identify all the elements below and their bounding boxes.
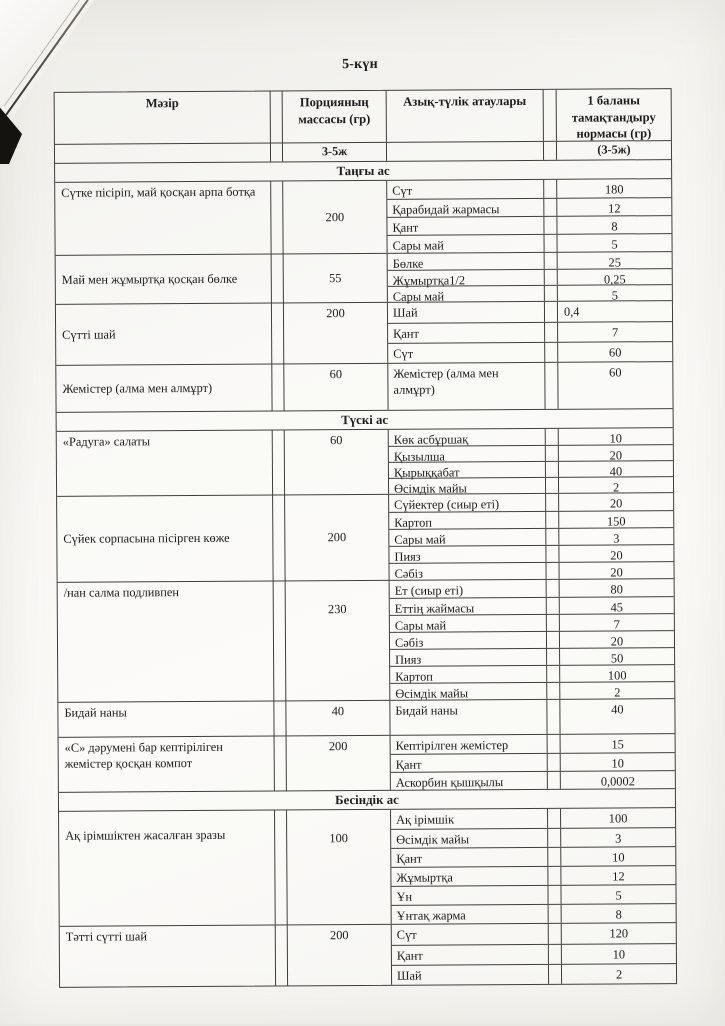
product-row xyxy=(390,561,674,580)
spacer-cell xyxy=(272,364,284,410)
spacer-cell xyxy=(545,363,558,409)
product-row xyxy=(390,699,674,735)
table-body xyxy=(55,159,676,987)
product-name-cell: Сары май xyxy=(388,235,545,253)
product-name-cell: Өсімдік майы xyxy=(390,683,547,700)
dish-name-cell: Сүтті шай xyxy=(56,304,272,365)
product-rows xyxy=(392,923,676,985)
norm-value-cell: 50 xyxy=(610,651,624,666)
spacer-cell xyxy=(275,736,287,790)
norm-value-cell: 5 xyxy=(611,237,618,252)
product-row xyxy=(389,527,673,546)
spacer-cell xyxy=(547,563,560,579)
dish-block xyxy=(58,698,674,737)
spacer-cell xyxy=(547,683,560,699)
col-header-portion-mass: Порцияның массасы (гр) xyxy=(283,91,387,143)
norm-value-cell: 7 xyxy=(613,617,621,632)
spacer-cell xyxy=(276,925,288,985)
subheader-age-group-norm: (3-5ж) xyxy=(597,142,631,157)
table-header-row xyxy=(55,89,671,145)
product-row xyxy=(389,444,673,462)
norm-value-cell: 20 xyxy=(610,565,623,580)
product-row xyxy=(388,233,672,253)
dish-block xyxy=(57,492,674,582)
dish-block xyxy=(58,578,675,702)
norm-value-cell: 20 xyxy=(610,548,623,563)
product-row xyxy=(389,476,673,494)
spacer-cell xyxy=(273,430,285,494)
product-row xyxy=(392,963,676,985)
product-name-cell: Көк асбұршақ xyxy=(389,429,546,446)
norm-value-cell: 7 xyxy=(611,325,619,340)
dish-block xyxy=(57,427,673,496)
product-rows xyxy=(390,699,674,735)
norm-value-cell: 10 xyxy=(612,850,625,865)
product-row xyxy=(388,252,672,270)
spacer-cell xyxy=(544,142,557,160)
portion-mass-cell: 60 xyxy=(284,364,388,411)
dish-name-cell: /нан салма подливпен xyxy=(58,582,275,702)
product-name-cell: Қызылша xyxy=(389,446,546,462)
product-name-cell: Пияз xyxy=(390,649,547,666)
product-name-cell: Ұнтақ жарма xyxy=(392,905,549,924)
product-row xyxy=(388,321,672,343)
product-name-cell: Қант xyxy=(387,217,544,235)
product-name-cell: Пияз xyxy=(389,546,546,563)
norm-value-cell: 40 xyxy=(609,464,623,479)
spacer-cell xyxy=(548,772,561,789)
spacer-cell xyxy=(548,735,561,753)
dish-block xyxy=(59,807,676,926)
product-row xyxy=(391,808,675,829)
spacer-cell xyxy=(544,199,557,216)
product-name-cell: Жұмыртқа xyxy=(391,867,548,886)
dish-block xyxy=(55,178,671,255)
spacer-cell xyxy=(549,924,562,944)
spacer-cell xyxy=(387,142,544,161)
portion-mass-cell: 200 xyxy=(285,495,390,581)
spacer-cell xyxy=(545,235,558,252)
norm-value-cell: 12 xyxy=(608,201,621,216)
spacer-cell xyxy=(548,886,561,904)
product-row xyxy=(391,884,675,905)
spacer-cell xyxy=(271,91,283,142)
product-row xyxy=(390,579,674,598)
spacer-cell xyxy=(547,598,560,614)
dish-name-cell: Сүйек сорпасына пісірген көже xyxy=(57,496,274,582)
product-row xyxy=(391,770,675,790)
product-row xyxy=(390,596,674,615)
norm-value-cell: 0,0002 xyxy=(600,774,635,789)
spacer-cell xyxy=(272,303,284,363)
spacer-cell xyxy=(547,666,560,682)
product-rows xyxy=(391,808,676,924)
spacer-cell xyxy=(548,867,561,885)
product-row xyxy=(387,197,671,217)
spacer-cell xyxy=(271,143,283,161)
dish-block xyxy=(56,300,672,365)
portion-mass-cell: 100 xyxy=(287,810,392,925)
spacer-cell xyxy=(546,478,559,493)
product-row xyxy=(387,215,671,235)
spacer-cell xyxy=(544,217,557,234)
spacer-cell xyxy=(549,945,562,964)
spacer-cell xyxy=(548,848,561,866)
product-name-cell: Сары май xyxy=(388,286,545,302)
spacer-cell xyxy=(547,580,560,597)
product-name-cell: Сүт xyxy=(387,180,544,199)
product-row xyxy=(390,664,674,683)
product-name-cell: Қарабидай жармасы xyxy=(387,199,544,217)
col-header-menu: Мәзір xyxy=(55,92,271,144)
product-rows xyxy=(391,734,675,790)
dish-block xyxy=(59,733,675,792)
product-row xyxy=(390,613,674,632)
product-row xyxy=(390,647,674,666)
spacer-cell xyxy=(544,180,557,198)
product-name-cell: Картоп xyxy=(389,512,546,529)
dish-name-cell: Бидай наны xyxy=(58,702,274,737)
norm-value-cell: 2 xyxy=(615,967,623,982)
dish-block xyxy=(60,922,676,987)
product-name-cell: Бөлке xyxy=(388,253,545,270)
col-header-products: Азық-түлік атаулары xyxy=(387,90,544,142)
product-name-cell: Сүт xyxy=(388,343,545,363)
portion-mass-cell: 200 xyxy=(284,303,388,364)
product-name-cell: Қант xyxy=(388,323,545,343)
menu-table xyxy=(54,88,677,988)
product-row xyxy=(390,630,674,649)
product-name-cell: Картоп xyxy=(390,666,547,683)
dish-name-cell: «Радуга» салаты xyxy=(57,431,273,496)
portion-mass-cell: 60 xyxy=(285,430,389,495)
dish-name-cell: «С» дәрумені бар кептіріліген жемістер қосқан компот xyxy=(59,737,275,792)
meal-section-header: Таңғы ас xyxy=(55,159,671,182)
dish-block xyxy=(56,251,672,304)
product-rows xyxy=(390,579,675,700)
dish-name-cell: Тәтті сүтті шай xyxy=(60,926,276,987)
norm-value-cell: 12 xyxy=(612,869,625,884)
product-row xyxy=(388,341,672,363)
norm-value-cell: 2 xyxy=(612,480,620,495)
spacer-cell xyxy=(275,810,288,924)
spacer-cell xyxy=(546,462,559,477)
product-name-cell: Кептірілген жемістер xyxy=(391,735,548,754)
product-name-cell: Ұн xyxy=(391,886,548,905)
spacer-cell xyxy=(548,754,561,771)
norm-value-cell: 3 xyxy=(615,831,622,846)
product-rows xyxy=(388,252,672,302)
col-header-norm: 1 баланы тамақтандыру нормасы (гр) xyxy=(571,93,656,141)
norm-value-cell: 60 xyxy=(609,365,622,380)
spacer-cell xyxy=(546,494,559,511)
norm-value-cell: 150 xyxy=(606,514,626,529)
portion-mass-cell: 55 xyxy=(284,254,388,303)
product-name-cell: Аскорбин қышқылы xyxy=(391,772,548,790)
portion-mass-cell: 200 xyxy=(283,181,387,254)
spacer-cell xyxy=(549,965,562,984)
product-row xyxy=(391,734,675,754)
product-row xyxy=(391,827,675,848)
product-name-cell: Жұмыртқа1/2 xyxy=(388,270,545,286)
norm-value-cell: 100 xyxy=(608,811,628,826)
norm-value-cell: 5 xyxy=(611,288,619,303)
meal-section-header: Бесіндік ас xyxy=(59,788,675,811)
product-row xyxy=(392,943,676,965)
product-rows xyxy=(389,428,673,494)
product-row xyxy=(391,846,675,867)
norm-value-cell: 8 xyxy=(611,219,618,234)
spacer-cell xyxy=(271,181,283,253)
norm-value-cell: 10 xyxy=(611,756,624,771)
norm-value-cell: 3 xyxy=(613,531,620,546)
product-name-cell: Жемістер (алма мен алмұрт) xyxy=(388,363,545,410)
product-rows xyxy=(388,301,672,363)
product-row xyxy=(392,903,676,924)
product-row xyxy=(387,179,671,199)
norm-value-cell: 25 xyxy=(608,255,621,270)
product-name-cell: Сүт xyxy=(392,924,549,945)
product-row xyxy=(390,681,674,700)
norm-value-cell: 180 xyxy=(604,182,624,197)
spacer-cell xyxy=(547,700,560,734)
dish-block xyxy=(56,361,672,412)
norm-value-cell: 10 xyxy=(609,431,622,446)
product-name-cell: Шай xyxy=(392,965,549,985)
spacer-cell xyxy=(545,270,558,285)
norm-value-cell: 100 xyxy=(607,668,627,683)
product-name-cell: Сары май xyxy=(389,529,546,546)
product-name-cell: Еттің жаймасы xyxy=(390,598,547,615)
spacer-cell xyxy=(545,286,558,301)
product-name-cell: Өсімдік майы xyxy=(389,478,546,494)
product-row xyxy=(392,923,676,945)
dish-name-cell: Сүтке пісіріп, май қосқан арпа ботқа xyxy=(55,182,271,255)
spacer-cell xyxy=(545,343,558,362)
spacer-cell xyxy=(549,905,562,923)
product-name-cell: Шай xyxy=(388,302,545,323)
norm-value-cell: 40 xyxy=(611,702,624,717)
spacer-cell xyxy=(545,323,558,342)
dish-name-cell: Май мен жұмыртқа қосқан бөлке xyxy=(56,255,272,304)
spacer-cell xyxy=(547,649,560,665)
product-name-cell: Қант xyxy=(391,848,548,867)
spacer-cell xyxy=(548,829,561,847)
portion-mass-cell: 200 xyxy=(288,925,392,986)
spacer-cell xyxy=(272,254,284,302)
product-name-cell: Қант xyxy=(392,945,549,965)
product-name-cell: Ет (сиыр еті) xyxy=(390,580,547,598)
spacer-cell xyxy=(546,446,559,461)
norm-value-cell: 8 xyxy=(615,907,622,922)
subheader-age-group: 3-5ж xyxy=(283,143,387,162)
dish-name-cell: Ақ ірімшіктен жасалған зразы xyxy=(59,811,276,926)
product-row xyxy=(391,752,675,772)
spacer-cell xyxy=(546,529,559,545)
norm-value-cell: 2 xyxy=(614,685,621,700)
portion-mass-cell: 230 xyxy=(286,581,391,701)
product-row xyxy=(389,510,673,529)
norm-value-cell: 80 xyxy=(610,582,623,597)
spacer-cell xyxy=(274,701,286,735)
product-row xyxy=(389,460,673,478)
spacer-cell xyxy=(547,615,560,631)
norm-value-cell: 60 xyxy=(608,345,622,360)
norm-value-cell: 20 xyxy=(610,634,624,649)
spacer-cell xyxy=(546,429,559,445)
norm-value-cell: 20 xyxy=(609,448,623,463)
product-name-cell: Сүйектер (сиыр еті) xyxy=(389,494,546,512)
product-row xyxy=(389,493,673,512)
product-name-cell: Өсімдік майы xyxy=(391,829,548,848)
norm-value-cell: 5 xyxy=(615,888,622,903)
product-name-cell: Бидай наны xyxy=(390,700,547,735)
norm-value-cell: 45 xyxy=(610,600,624,615)
spacer-cell xyxy=(273,495,286,580)
product-name-cell: Ақ ірімшік xyxy=(391,809,548,829)
product-row xyxy=(389,544,673,563)
spacer-cell xyxy=(55,144,271,163)
spacer-cell xyxy=(274,581,287,700)
product-rows xyxy=(387,179,671,253)
spacer-cell xyxy=(546,546,559,562)
product-row xyxy=(388,268,672,286)
page-title: 5-күн xyxy=(342,56,378,73)
norm-value-cell: 120 xyxy=(609,926,629,941)
spacer-cell xyxy=(545,253,558,269)
product-name-cell: Сары май xyxy=(390,615,547,632)
table-subheader-row xyxy=(55,141,671,163)
meal-section-header: Түскі ас xyxy=(57,408,673,431)
product-row xyxy=(388,284,672,302)
dish-name-cell: Жемістер (алма мен алмұрт) xyxy=(56,365,272,412)
product-row xyxy=(388,301,672,323)
norm-value-cell: 15 xyxy=(611,737,624,752)
product-name-cell: Сәбіз xyxy=(390,632,547,649)
product-rows xyxy=(389,493,674,580)
portion-mass-cell: 200 xyxy=(287,736,391,791)
product-row xyxy=(389,428,673,446)
product-name-cell: Қант xyxy=(391,754,548,772)
product-name-cell: Сәбіз xyxy=(390,563,547,580)
norm-value-cell: 10 xyxy=(612,947,626,962)
spacer-cell xyxy=(544,90,557,141)
norm-value-cell: 0,25 xyxy=(603,272,626,287)
spacer-cell xyxy=(545,302,558,322)
norm-value-cell: 0,4 xyxy=(563,304,580,319)
spacer-cell xyxy=(547,632,560,648)
portion-mass-cell: 40 xyxy=(286,701,390,736)
norm-value-cell: 20 xyxy=(609,496,623,511)
product-row xyxy=(388,362,672,410)
spacer-cell xyxy=(546,512,559,528)
product-name-cell: Қырыққабат xyxy=(389,462,546,478)
product-rows xyxy=(388,362,672,410)
spacer-cell xyxy=(548,809,561,828)
product-row xyxy=(391,865,675,886)
